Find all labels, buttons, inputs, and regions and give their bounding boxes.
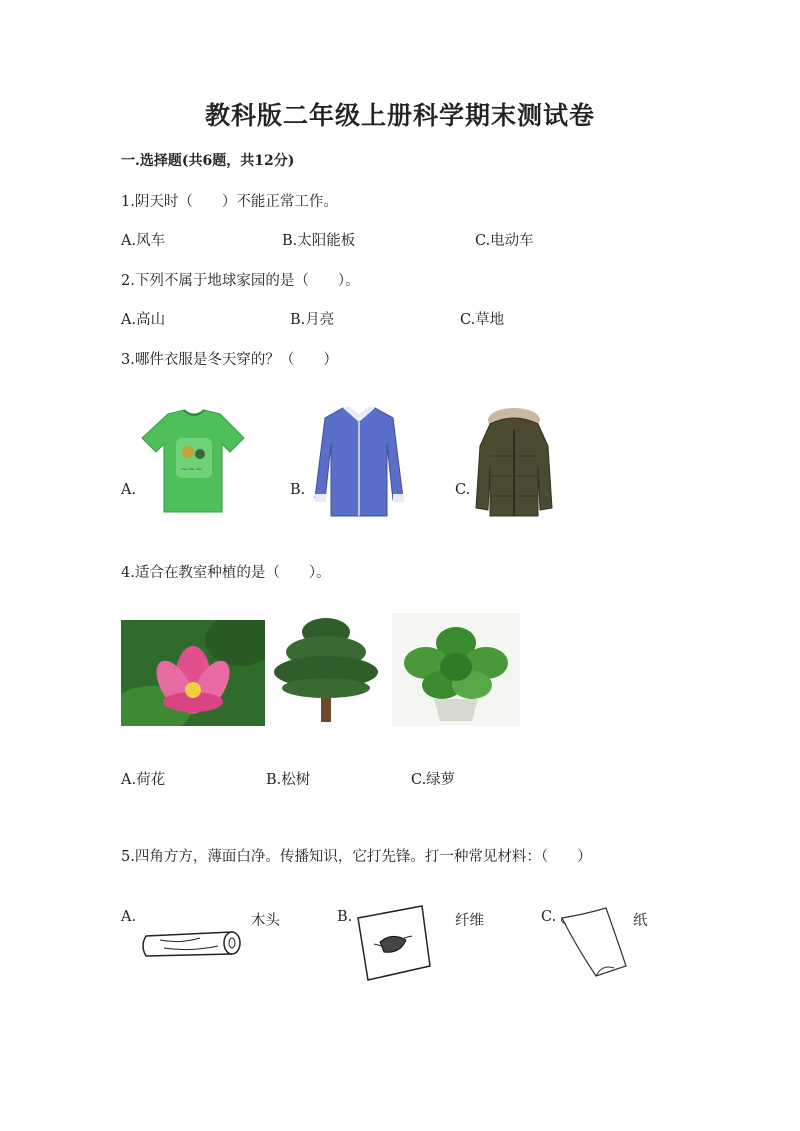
page-title: 教科版二年级上册科学期末测试卷 [204,101,595,130]
winter-coat-image [474,406,554,518]
pothos-image [392,613,520,726]
q5-option-b-text: 纤维 [455,913,484,929]
q5-option-b: B. [337,909,353,925]
q4-option-c: C.绿萝 [411,772,456,788]
green-tshirt-image [140,408,248,516]
q3-option-b: B. [290,482,306,498]
q5-option-a-text: 木头 [251,913,280,929]
question-2: 2.下列不属于地球家园的是（ ）。 [121,273,360,289]
q3-option-a: A. [121,482,137,498]
q1-option-b: B.太阳能板 [282,233,356,249]
q3-option-c: C. [455,482,471,498]
q2-option-b: B.月亮 [290,312,335,328]
q2-option-c: C.草地 [460,312,505,328]
q5-option-c: C. [541,909,557,925]
q2-option-a: A.高山 [121,312,166,328]
question-1: 1.阴天时（ ）不能正常工作。 [121,194,338,210]
q1-option-a: A.风车 [121,233,166,249]
question-3: 3.哪件衣服是冬天穿的？（ ） [121,352,338,368]
q5-option-c-text: 纸 [633,913,648,929]
question-5: 5.四角方方，薄面白净。传播知识，它打先锋。打一种常见材料：（ ） [121,849,592,865]
svg-text:~~~: ~~~ [180,465,203,475]
q5-option-a: A. [121,909,137,925]
blue-shirt-image [313,404,405,518]
section-heading: 一.选择题(共6题，共12分) [121,153,295,169]
question-4: 4.适合在教室种植的是（ ）。 [121,565,331,581]
wood-log-image [140,926,244,962]
paper-image [556,906,632,980]
fiber-sheet-image [354,904,434,982]
q4-option-a: A.荷花 [121,772,166,788]
q4-option-b: B.松树 [266,772,311,788]
q1-option-c: C.电动车 [475,233,534,249]
pine-tree-image [270,612,384,724]
lotus-image [121,620,265,726]
